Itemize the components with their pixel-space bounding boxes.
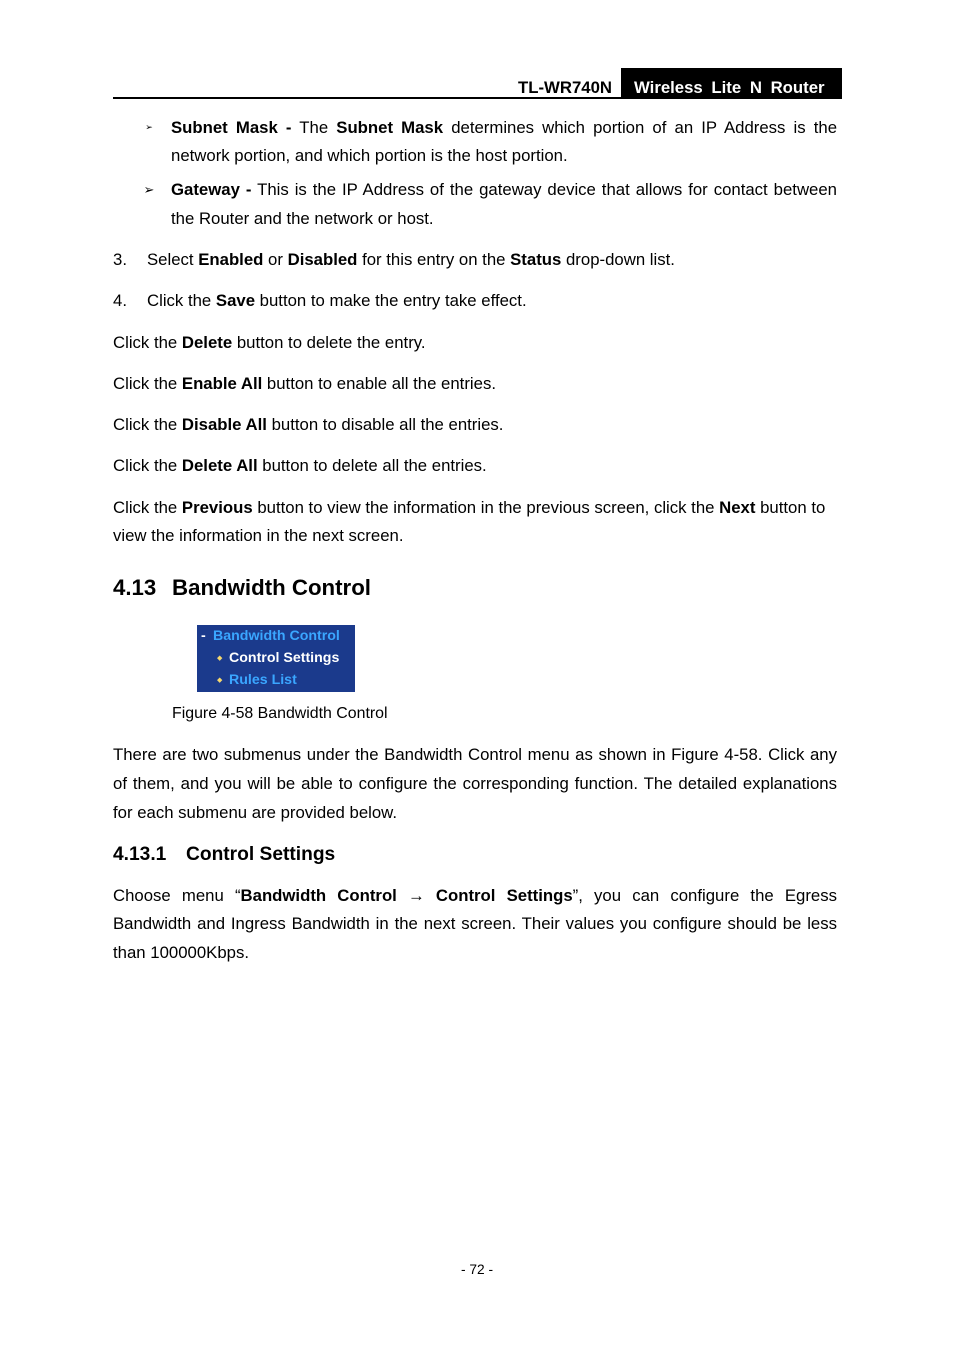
term-gateway: Gateway - bbox=[171, 179, 252, 199]
section-title: Bandwidth Control bbox=[172, 575, 371, 600]
page-number: - 72 - bbox=[460, 1262, 494, 1277]
step-3 bbox=[113, 246, 837, 275]
header-product-banner bbox=[621, 68, 842, 99]
delete-all-note bbox=[113, 452, 837, 481]
text-segment: The bbox=[299, 117, 329, 137]
text-segment: ”, you can configure the Egress bbox=[572, 885, 837, 905]
menu-path: Bandwidth Control → Control Settings bbox=[240, 885, 573, 905]
header-model-name: TL-WR740N bbox=[518, 78, 612, 97]
section-heading bbox=[113, 573, 371, 603]
menu-item-control-settings bbox=[197, 647, 355, 669]
text-segment: Click the bbox=[113, 414, 178, 434]
term-subnet-mask: Subnet Mask - bbox=[171, 117, 292, 137]
gateway-line-1 bbox=[171, 176, 837, 205]
arrow-bullet-icon: ➢ bbox=[145, 122, 153, 133]
bandwidth-control-menu-figure bbox=[197, 625, 355, 692]
navigation-note-line-1 bbox=[113, 494, 837, 523]
text-segment: button to disable all the entries. bbox=[271, 414, 504, 434]
navigation-note-line-2: view the information in the next screen. bbox=[113, 525, 404, 545]
intro-paragraph-line-1: There are two submenus under the Bandwidth Control menu as shown in Figure 4-58. Click any bbox=[113, 744, 837, 764]
text-segment: button to make the entry take effect. bbox=[259, 290, 527, 310]
subsection-heading bbox=[113, 842, 335, 868]
figure-caption: Figure 4-58 Bandwidth Control bbox=[172, 705, 388, 722]
delete-note bbox=[113, 329, 837, 358]
term-next: Next bbox=[719, 497, 756, 517]
intro-paragraph-line-2: of them, and you will be able to configure the corresponding function. The detailed explanations bbox=[113, 773, 837, 793]
term-enabled: Enabled bbox=[198, 249, 264, 269]
text-segment: button to delete all the entries. bbox=[262, 455, 487, 475]
text-segment: Choose menu “ bbox=[113, 885, 241, 905]
step-number: 3. bbox=[113, 249, 127, 269]
subsection-number: 4.13.1 bbox=[113, 844, 167, 865]
text-segment: for this entry on the bbox=[362, 249, 506, 269]
term-delete-all: Delete All bbox=[181, 455, 258, 475]
subsection-title: Control Settings bbox=[186, 844, 336, 865]
text-segment: or bbox=[268, 249, 283, 269]
term-disable-all: Disable All bbox=[181, 414, 267, 434]
menu-item-label: Rules List bbox=[229, 672, 297, 688]
text-segment: Select bbox=[147, 249, 194, 269]
term-disabled: Disabled bbox=[287, 249, 358, 269]
enable-all-note bbox=[113, 370, 837, 399]
arrow-bullet-icon: ➢ bbox=[143, 182, 155, 198]
intro-paragraph-line-3: for each submenu are provided below. bbox=[113, 802, 397, 822]
text-segment: This is the IP Address of the gateway device that allows for contact between bbox=[257, 179, 837, 199]
menu-item-label: Bandwidth Control bbox=[213, 628, 340, 644]
text-segment: button to bbox=[760, 497, 826, 517]
control-settings-line-1 bbox=[113, 882, 837, 911]
menu-item-bandwidth-control bbox=[197, 625, 355, 647]
step-4 bbox=[113, 287, 837, 316]
term-subnet-mask-inline: Subnet Mask bbox=[336, 117, 444, 137]
text-segment: Click the bbox=[147, 290, 212, 310]
term-status: Status bbox=[510, 249, 562, 269]
collapse-dash-icon: - bbox=[201, 628, 206, 644]
header-rule bbox=[113, 97, 842, 99]
diamond-bullet-icon: ◆ bbox=[217, 654, 223, 662]
term-enable-all: Enable All bbox=[181, 373, 263, 393]
text-segment: Click the bbox=[113, 497, 178, 517]
gateway-line-2: the Router and the network or host. bbox=[171, 208, 434, 228]
subnet-mask-line-1 bbox=[171, 114, 837, 143]
text-segment: determines which portion of an IP Address is the bbox=[451, 117, 838, 137]
text-segment: drop-down list. bbox=[565, 249, 675, 269]
menu-item-label: Control Settings bbox=[229, 650, 340, 666]
text-segment: button to enable all the entries. bbox=[266, 373, 496, 393]
diamond-bullet-icon: ◆ bbox=[217, 676, 223, 684]
text-segment: Click the bbox=[113, 455, 178, 475]
text-segment: button to view the information in the previous screen, click the bbox=[257, 497, 715, 517]
step-number: 4. bbox=[113, 290, 127, 310]
text-segment: button to delete the entry. bbox=[236, 332, 426, 352]
text-segment: Click the bbox=[113, 373, 178, 393]
control-settings-line-3: than 100000Kbps. bbox=[113, 942, 249, 962]
subnet-mask-line-2: network portion, and which portion is the host portion. bbox=[171, 145, 568, 165]
term-delete: Delete bbox=[181, 332, 233, 352]
term-previous: Previous bbox=[181, 497, 253, 517]
control-settings-line-2: Bandwidth and Ingress Bandwidth in the next screen. Their values you configure should be less bbox=[113, 913, 837, 933]
header-product-name: Wireless Lite N Router bbox=[634, 78, 825, 97]
section-number: 4.13 bbox=[113, 575, 157, 600]
text-segment: Click the bbox=[113, 332, 178, 352]
disable-all-note bbox=[113, 411, 837, 440]
menu-item-rules-list bbox=[197, 669, 355, 691]
term-save: Save bbox=[215, 290, 256, 310]
